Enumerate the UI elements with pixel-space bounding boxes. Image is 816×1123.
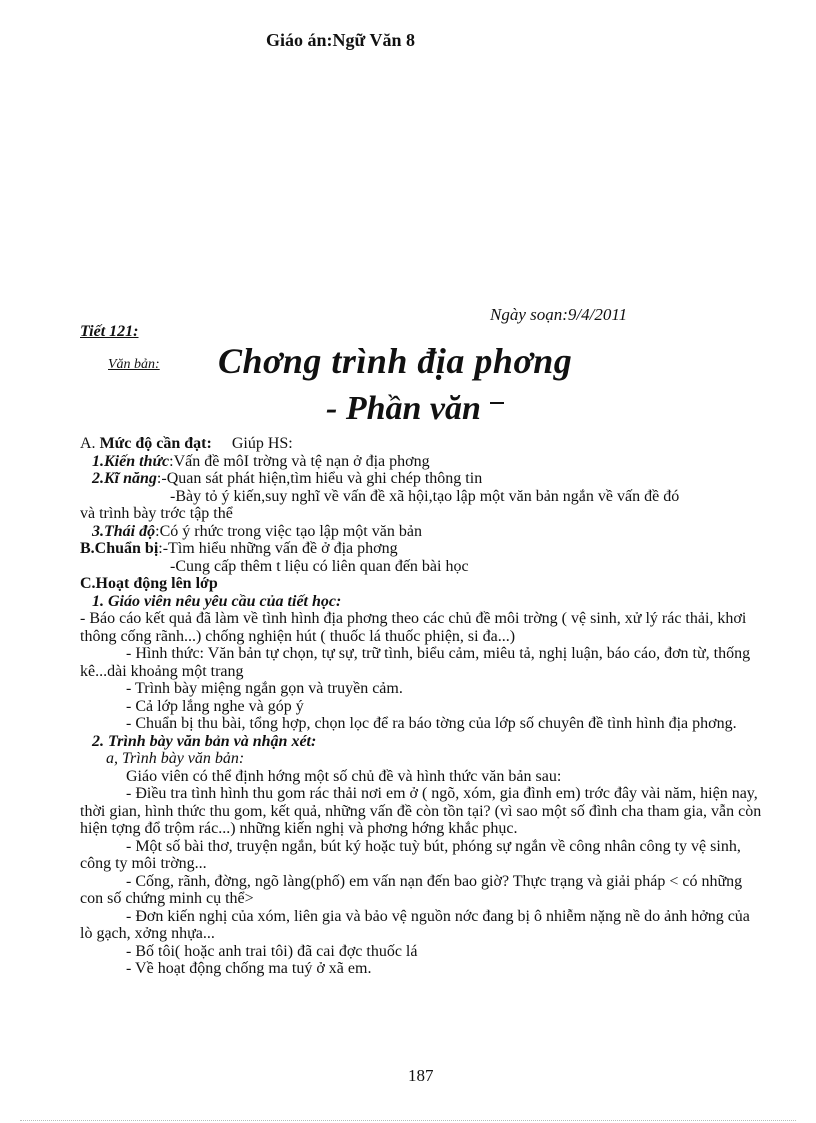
section-b-line-2: -Cung cấp thêm t liệu có liên quan đến bài học (170, 557, 469, 575)
item-1-para-2: - Hình thức: Văn bản tự chọn, tự sự, trữ tình, biểu cảm, miêu tả, nghị luận, báo cáo, đơn từ, thống kê...dài khoảng một trang (80, 645, 751, 680)
page-number: 187 (408, 1066, 434, 1085)
item-2-para-5: - Đơn kiến nghị của xóm, liên gia và bảo vệ nguồn nớc đang bị ô nhiễm nặng nề do ảnh hởng của lò gạch, xởng nhựa... (80, 907, 750, 942)
kien-thuc-line (80, 453, 764, 471)
document-body (80, 435, 764, 978)
section-b-line (80, 540, 764, 558)
section-c-title: C.Hoạt động lên lớp (80, 575, 218, 592)
kien-thuc-label: 1.Kiến thức (92, 452, 170, 470)
item-2-para-1: Giáo viên có thể định hớng một số chủ đề và hình thức văn bản sau: (126, 767, 562, 785)
ki-nang-line-2: -Bày tỏ ý kiến,suy nghĩ về vấn đề xã hội,tạo lập một văn bản ngắn về vấn đề đó (170, 487, 680, 505)
item-2-para-4: - Cống, rãnh, đờng, ngõ làng(phố) em vấn nạn đến bao giờ? Thực trạng và giải pháp < có những con số chứng minh cụ thể> (80, 872, 743, 907)
ki-nang-line (80, 470, 764, 488)
lesson-title: Chơng trình địa phơng (218, 341, 573, 381)
section-b-text: :-Tìm hiểu những vấn đề ở địa phơng (158, 540, 398, 557)
text-label: Văn bản: (108, 357, 160, 372)
item-1-para-3: - Trình bày miệng ngắn gọn và truyền cảm. (126, 680, 403, 697)
thai-do-line (80, 523, 764, 541)
kien-thuc-text: :Vấn đề môI trờng và tệ nạn ở địa phơng (169, 452, 430, 470)
page-header: Giáo án:Ngữ Văn 8 (266, 30, 415, 50)
lesson-number: Tiết 121: (80, 323, 139, 340)
item-2-title: 2. Trình bày văn bản và nhận xét: (92, 732, 317, 750)
item-1-para-5: - Chuẩn bị thu bài, tổng hợp, chọn lọc để ra báo tờng của lớp số chuyên đề tình hình địa phơng. (126, 715, 737, 732)
ki-nang-label: 2.Kĩ năng (92, 470, 157, 487)
ki-nang-text: :-Quan sát phát hiện,tìm hiểu và ghi chép thông tin (156, 470, 483, 487)
item-2-subtitle: a, Trình bày văn bản: (106, 750, 245, 767)
ki-nang-line-3: và trình bày trớc tập thể (80, 505, 233, 522)
item-2-para-2: - Điều tra tình hình thu gom rác thải nơi em ở ( ngõ, xóm, gia đình em) trớc đây vài năm, hiện nay, thời gian, hình thức thu gom, kết quả, những vấn đề còn tồn tại? (vì sao một số đình cha tham gia, vẫn còn hiện tợng đổ trộm rác...) những kiến nghị và phơng hớng khắc phục. (80, 785, 762, 837)
section-a-text: Giúp HS: (231, 435, 293, 452)
section-a-title: Mức độ cần đạt: (99, 435, 212, 452)
item-2-para-7: - Về hoạt động chống ma tuý ở xã em. (126, 960, 372, 977)
item-1-para-1: - Báo cáo kết quả đã làm về tình hình địa phơng theo các chủ đề môi trờng ( vệ sinh, xử lý rác thải, khơi thông cống rãnh...) chống nghiện hút ( thuốc lá thuốc phiện, si đa...) (80, 610, 747, 645)
prep-date: Ngày soạn:9/4/2011 (490, 305, 628, 324)
section-a-label: A. (80, 435, 96, 452)
section-b-title: B.Chuẩn bị (80, 540, 159, 557)
thai-do-text: :Có ý rhức trong việc tạo lập một văn bản (155, 522, 422, 540)
item-1-title: 1. Giáo viên nêu yêu cầu của tiết học: (92, 592, 342, 610)
lesson-subtitle: - Phần văn (326, 390, 481, 427)
thai-do-label: 3.Thái độ (92, 522, 156, 540)
footer-divider (20, 1120, 796, 1121)
item-1-para-4: - Cả lớp lắng nghe và góp ý (126, 697, 304, 715)
subtitle-dash (490, 402, 504, 404)
item-2-para-6: - Bố tôi( hoặc anh trai tôi) đã cai đợc thuốc lá (126, 942, 418, 960)
item-2-para-3: - Một số bài thơ, truyện ngắn, bút ký hoặc tuỳ bút, phóng sự ngắn về công nhân công ty vệ sinh, công ty môi trờng... (80, 837, 741, 872)
section-a-heading (80, 435, 764, 453)
